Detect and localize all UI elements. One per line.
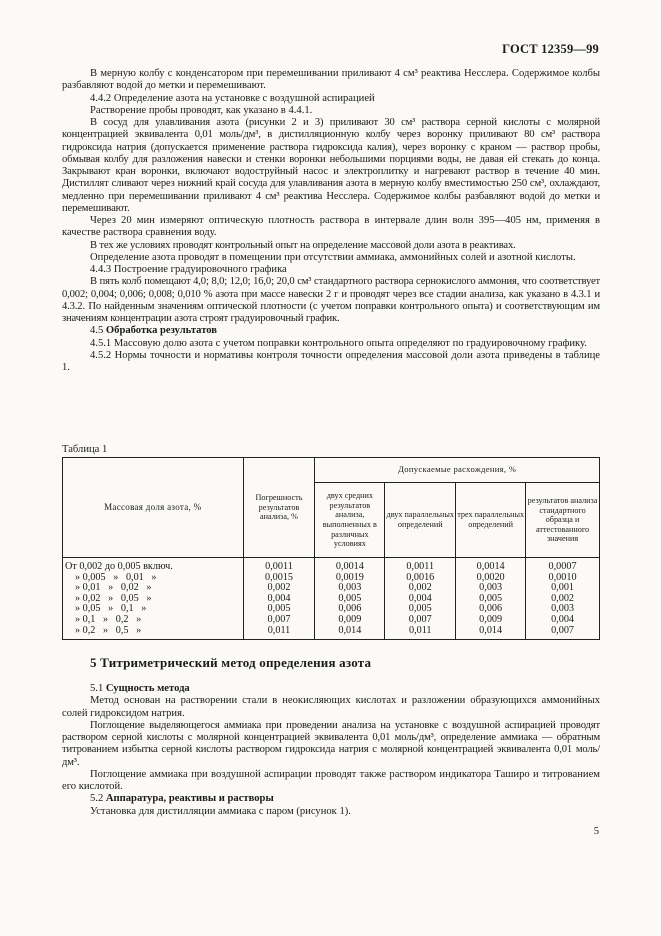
cell-range: От 0,002 до 0,005 включ. <box>63 558 244 573</box>
paragraph: Установка для дистилляции аммиака с паром (рисунок 1). <box>90 805 351 817</box>
accuracy-table <box>62 457 600 640</box>
cell-c3: 0,005 <box>456 594 526 605</box>
subsection-heading: 4.4.2 Определение азота на установке с воздушной аспирацией <box>90 92 375 104</box>
cell-c1: 0,006 <box>315 604 385 615</box>
table-row <box>63 604 600 615</box>
cell-c4: 0,002 <box>526 594 600 605</box>
header-mass-fraction: Массовая доля азота, % <box>63 458 244 558</box>
cell-c3: 0,0014 <box>456 558 526 573</box>
body-text-section5 <box>62 683 600 818</box>
cell-c2: 0,0011 <box>385 558 456 573</box>
standard-code-header: ГОСТ 12359—99 <box>502 42 599 56</box>
cell-error: 0,0015 <box>243 573 315 584</box>
table-row <box>63 558 600 573</box>
cell-c2: 0,0016 <box>385 573 456 584</box>
subsection-heading-processing <box>62 325 600 337</box>
cell-error: 0,0011 <box>243 558 315 573</box>
page-number: 5 <box>593 826 599 837</box>
subsection-heading <box>62 793 600 805</box>
cell-range: » 0,1 » 0,2 » <box>63 615 244 626</box>
cell-c1: 0,014 <box>315 626 385 640</box>
cell-error: 0,011 <box>243 626 315 640</box>
header-two-parallel: двух параллельных определений <box>385 483 456 558</box>
cell-c4: 0,001 <box>526 583 600 594</box>
paragraph: В пять колб помещают 4,0; 8,0; 12,0; 16,0; 20,0 см³ стандартного раствора сернокислого аммония, что соответствует 0,002; 0,004; 0,006; 0,008; 0,010 % азота при массе навески 2 г и проводят через все стадии анализа, как указано в 4.3.1 и 4.3.2. По найденным значениям оптической плотности (с учетом поправки контрольного опыта) и соответствующим им значениям концентрации азота строят градуировочный график. <box>62 276 600 324</box>
cell-c2: 0,005 <box>385 604 456 615</box>
cell-c4: 0,003 <box>526 604 600 615</box>
table-row <box>63 626 600 640</box>
subsection-number: 5.1 <box>90 683 104 694</box>
paragraph: Растворение пробы проводят, как указано в 4.4.1. <box>90 104 313 116</box>
cell-range: » 0,2 » 0,5 » <box>63 626 244 640</box>
subsection-number: 4.5 <box>90 325 104 337</box>
paragraph: В сосуд для улавливания азота (рисунки 2 и 3) приливают 30 см³ раствора серной кислоты с молярной концентрацией эквивалента 0,01 моль/дм³, в дистилляционную колбу через воронку приливают 80 см³ раствора гидроксида натрия (допускается применение раствора гидроксида калия), через воронку с краном — раствор пробы, обмывая колбу для разложения навески и стенки воронки небольшими порциями воды, не давая ей стекать до конца. Закрывают кран воронки, включают водоструйный насос и электроплитку и нагревают раствор в течение 40 мин. Дистиллят сливают через нижний край сосуда для улавливания азота в мерную колбу вместимостью 250 см³, охлаждают, медленно при перемешивании приливают 4 см³ реактива Несслера. Содержимое колбы разбавляют водой до метки и перемешивают. <box>62 117 600 214</box>
cell-error: 0,004 <box>243 594 315 605</box>
section-5-title: 5 Титриметрический метод определения азота <box>90 655 372 670</box>
paragraph: Через 20 мин измеряют оптическую плотность раствора в интервале длин волн 395—405 нм, применяя в качестве раствора сравнения воду. <box>62 215 600 239</box>
subsection-title: Сущность метода <box>105 683 190 694</box>
body-text-top <box>62 68 600 374</box>
paragraph: 4.5.2 Нормы точности и нормативы контроля точности определения массовой доли азота приведены в таблице 1. <box>62 349 600 373</box>
cell-range: » 0,01 » 0,02 » <box>63 583 244 594</box>
subsection-number: 5.2 <box>90 793 104 805</box>
header-allowed-discrepancies: Допускаемые расхождения, % <box>315 458 600 483</box>
header-standard-sample: результатов анализа стандартного образца и аттестованного значения <box>526 483 600 558</box>
paragraph: Определение азота проводят в помещении при отсутствии аммиака, аммонийных солей и азотной кислоты. <box>90 251 576 263</box>
subsection-title: Обработка результатов <box>105 325 218 337</box>
cell-c4: 0,007 <box>526 626 600 640</box>
cell-c1: 0,005 <box>315 594 385 605</box>
cell-c1: 0,0014 <box>315 558 385 573</box>
cell-c3: 0,0020 <box>456 573 526 584</box>
table-row <box>63 615 600 626</box>
cell-c2: 0,007 <box>385 615 456 626</box>
cell-c1: 0,0019 <box>315 573 385 584</box>
header-error: Погрешность результатов анализа, % <box>243 458 315 558</box>
cell-c2: 0,002 <box>385 583 456 594</box>
cell-range: » 0,02 » 0,05 » <box>63 594 244 605</box>
paragraph: Метод основан на растворении стали в неокисляющих кислотах и разложении образующихся аммонийных солей гидроксидом натрия. <box>62 695 600 719</box>
cell-c3: 0,009 <box>456 615 526 626</box>
header-three-parallel: трех параллельных определений <box>456 483 526 558</box>
cell-error: 0,005 <box>243 604 315 615</box>
cell-c3: 0,014 <box>456 626 526 640</box>
cell-c3: 0,006 <box>456 604 526 615</box>
table-caption: Таблица 1 <box>62 444 108 455</box>
cell-c3: 0,003 <box>456 583 526 594</box>
cell-error: 0,002 <box>243 583 315 594</box>
subsection-heading: 4.4.3 Построение градуировочного графика <box>90 264 287 275</box>
cell-range: » 0,05 » 0,1 » <box>63 604 244 615</box>
cell-range: » 0,005 » 0,01 » <box>63 573 244 584</box>
cell-c2: 0,011 <box>385 626 456 640</box>
paragraph: Поглощение выделяющегося аммиака при проведении анализа на установке с воздушной аспирацией проводят раствором серной кислоты с молярной концентрацией эквивалента 0,01 моль/дм³, определение аммиака — обратным титрованием избытка серной кислоты раствором гидроксида натрия с молярной концентрацией эквивалента 0,01 моль/дм³. <box>62 719 600 768</box>
cell-error: 0,007 <box>243 615 315 626</box>
header-two-means: двух средних результатов анализа, выполненных в различных условиях <box>315 483 385 558</box>
cell-c1: 0,003 <box>315 583 385 594</box>
cell-c4: 0,0010 <box>526 573 600 584</box>
cell-c4: 0,0007 <box>526 558 600 573</box>
cell-c2: 0,004 <box>385 594 456 605</box>
cell-c4: 0,004 <box>526 615 600 626</box>
subsection-title: Аппаратура, реактивы и растворы <box>105 793 274 805</box>
paragraph: В мерную колбу с конденсатором при перемешивании приливают 4 см³ реактива Несслера. Содержимое колбы разбавляют водой до метки и перемешивают. <box>62 68 600 92</box>
paragraph: Поглощение аммиака при воздушной аспирации проводят также раствором индикатора Таширо и титрованием его кислотой. <box>62 768 600 792</box>
subsection-heading <box>62 683 600 695</box>
paragraph: 4.5.1 Массовую долю азота с учетом поправки контрольного опыта определяют по градуировочному графику. <box>90 337 587 349</box>
paragraph: В тех же условиях проводят контрольный опыт на определение массовой доли азота в реактивах. <box>90 239 516 251</box>
cell-c1: 0,009 <box>315 615 385 626</box>
